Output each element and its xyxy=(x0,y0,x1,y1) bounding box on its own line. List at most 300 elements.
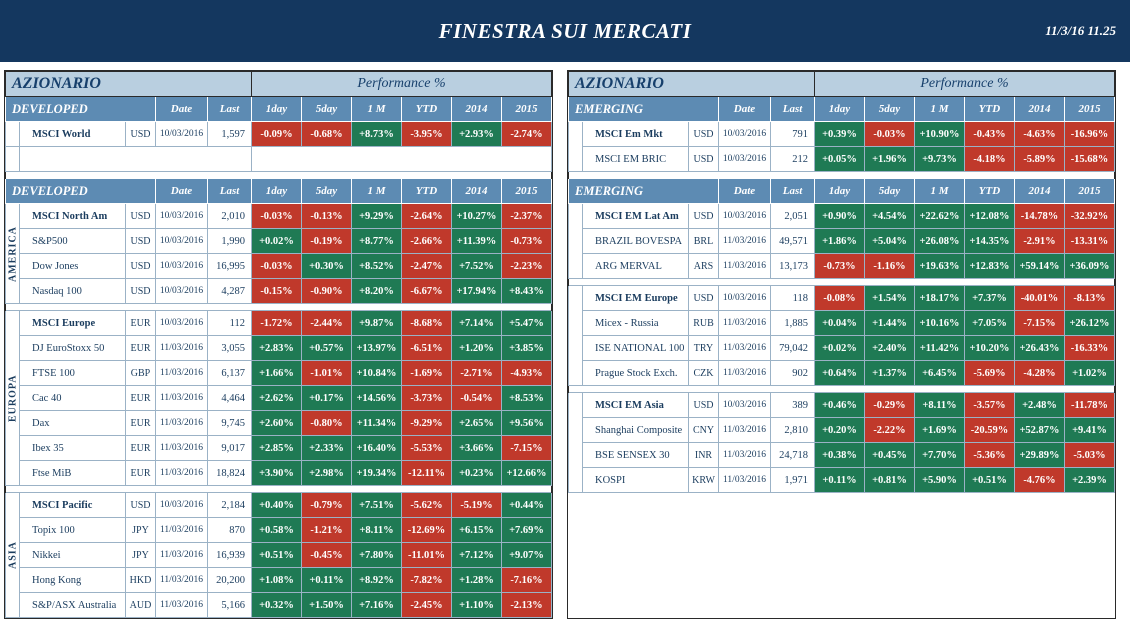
instrument-name[interactable]: ARG MERVAL xyxy=(583,254,689,279)
right-col-2015[interactable]: 2015 xyxy=(1065,97,1115,122)
perf-value: +7.70% xyxy=(915,443,965,468)
instrument-name[interactable]: MSCI North Am xyxy=(20,204,126,229)
quote-date: 11/03/2016 xyxy=(156,568,208,593)
perf-value: -2.47% xyxy=(402,254,452,279)
perf-value: -4.93% xyxy=(502,361,552,386)
quote-date: 10/03/2016 xyxy=(156,279,208,304)
left-col-1day[interactable]: 1day xyxy=(252,97,302,122)
right-col-date[interactable]: Date xyxy=(719,97,771,122)
perf-value: -0.43% xyxy=(965,122,1015,147)
perf-value: +26.43% xyxy=(1015,336,1065,361)
currency-code: USD xyxy=(689,286,719,311)
instrument-name[interactable]: Ftse MiB xyxy=(20,461,126,486)
perf-value: -4.18% xyxy=(965,147,1015,172)
perf-value: +0.30% xyxy=(302,254,352,279)
left-title-row xyxy=(6,72,552,97)
perf-value: +7.80% xyxy=(352,543,402,568)
table-row[interactable] xyxy=(569,122,1115,147)
perf-value: +11.39% xyxy=(452,229,502,254)
table-row[interactable] xyxy=(569,286,1115,311)
perf-value: -0.45% xyxy=(302,543,352,568)
perf-value: +1.37% xyxy=(865,361,915,386)
instrument-name[interactable]: Prague Stock Exch. xyxy=(583,361,689,386)
table-row[interactable] xyxy=(6,254,552,279)
perf-value: +14.56% xyxy=(352,386,402,411)
right-col-1day[interactable]: 1day xyxy=(815,179,865,204)
perf-value: +5.47% xyxy=(502,311,552,336)
perf-value: +7.69% xyxy=(502,518,552,543)
last-price: 79,042 xyxy=(771,336,815,361)
table-row[interactable] xyxy=(6,411,552,436)
perf-value: +12.66% xyxy=(502,461,552,486)
instrument-name[interactable]: FTSE 100 xyxy=(20,361,126,386)
perf-value: -12.11% xyxy=(402,461,452,486)
last-price: 2,010 xyxy=(208,204,252,229)
perf-value: +12.08% xyxy=(965,204,1015,229)
perf-value: -8.68% xyxy=(402,311,452,336)
quote-date: 11/03/2016 xyxy=(719,361,771,386)
left-col-1day[interactable]: 1day xyxy=(252,179,302,204)
instrument-name[interactable]: MSCI EM BRIC xyxy=(583,147,689,172)
table-row[interactable] xyxy=(6,518,552,543)
left-section-label[interactable]: DEVELOPED xyxy=(6,179,156,204)
quote-date: 10/03/2016 xyxy=(156,229,208,254)
perf-value: -2.13% xyxy=(502,593,552,618)
perf-value: +7.16% xyxy=(352,593,402,618)
perf-value: -4.28% xyxy=(1015,361,1065,386)
left-col-ytd[interactable]: YTD xyxy=(402,179,452,204)
left-section-label[interactable]: DEVELOPED xyxy=(6,97,156,122)
quote-date: 10/03/2016 xyxy=(156,122,208,147)
instrument-name[interactable]: DJ EuroStoxx 50 xyxy=(20,336,126,361)
table-row[interactable] xyxy=(6,436,552,461)
panel-developed xyxy=(4,70,553,619)
perf-value: -0.29% xyxy=(865,393,915,418)
left-performance-label: Performance % xyxy=(252,72,552,97)
table-row[interactable] xyxy=(569,468,1115,493)
currency-code: USD xyxy=(689,393,719,418)
perf-value: +1.20% xyxy=(452,336,502,361)
perf-value: -15.68% xyxy=(1065,147,1115,172)
last-price: 1,990 xyxy=(208,229,252,254)
table-row[interactable] xyxy=(6,493,552,518)
instrument-name[interactable]: BRAZIL BOVESPA xyxy=(583,229,689,254)
perf-value: +19.34% xyxy=(352,461,402,486)
last-price: 49,571 xyxy=(771,229,815,254)
instrument-name[interactable]: MSCI Europe xyxy=(20,311,126,336)
left-header-row xyxy=(6,179,552,204)
quote-date: 11/03/2016 xyxy=(156,461,208,486)
perf-value: +59.14% xyxy=(1015,254,1065,279)
left-panel-title: AZIONARIO xyxy=(6,72,252,97)
perf-value: +0.20% xyxy=(815,418,865,443)
right-title-row xyxy=(569,72,1115,97)
instrument-name[interactable]: MSCI Pacific xyxy=(20,493,126,518)
perf-value: -16.96% xyxy=(1065,122,1115,147)
perf-value: +10.16% xyxy=(915,311,965,336)
instrument-name[interactable]: MSCI Em Mkt xyxy=(583,122,689,147)
currency-code: TRY xyxy=(689,336,719,361)
currency-code: USD xyxy=(689,204,719,229)
last-price: 24,718 xyxy=(771,443,815,468)
perf-value: +8.53% xyxy=(502,386,552,411)
right-col-2015[interactable]: 2015 xyxy=(1065,179,1115,204)
perf-value: +0.64% xyxy=(815,361,865,386)
perf-value: -3.73% xyxy=(402,386,452,411)
perf-value: +9.56% xyxy=(502,411,552,436)
currency-code: JPY xyxy=(126,518,156,543)
last-price: 3,055 xyxy=(208,336,252,361)
instrument-name[interactable]: MSCI EM Lat Am xyxy=(583,204,689,229)
left-col-2015[interactable]: 2015 xyxy=(502,97,552,122)
last-price: 9,745 xyxy=(208,411,252,436)
perf-value: -14.78% xyxy=(1015,204,1065,229)
table-row[interactable] xyxy=(569,418,1115,443)
perf-value: -0.73% xyxy=(815,254,865,279)
currency-code: USD xyxy=(126,493,156,518)
perf-value: +0.32% xyxy=(252,593,302,618)
perf-value: -0.90% xyxy=(302,279,352,304)
currency-code: AUD xyxy=(126,593,156,618)
perf-value: +8.52% xyxy=(352,254,402,279)
right-section-label[interactable]: EMERGING xyxy=(569,179,719,204)
last-price: 389 xyxy=(771,393,815,418)
instrument-name[interactable]: BSE SENSEX 30 xyxy=(583,443,689,468)
left-col-ytd[interactable]: YTD xyxy=(402,97,452,122)
table-row[interactable] xyxy=(569,443,1115,468)
left-col-1-m[interactable]: 1 M xyxy=(352,179,402,204)
instrument-name[interactable]: Hong Kong xyxy=(20,568,126,593)
perf-value: -0.03% xyxy=(252,254,302,279)
right-col-1-m[interactable]: 1 M xyxy=(915,97,965,122)
last-price: 2,051 xyxy=(771,204,815,229)
perf-value: -1.69% xyxy=(402,361,452,386)
instrument-name[interactable]: Ibex 35 xyxy=(20,436,126,461)
quote-date: 11/03/2016 xyxy=(156,361,208,386)
instrument-name[interactable]: MSCI EM Europe xyxy=(583,286,689,311)
instrument-name[interactable]: Topix 100 xyxy=(20,518,126,543)
perf-value: -7.16% xyxy=(502,568,552,593)
left-col-date[interactable]: Date xyxy=(156,179,208,204)
right-col-ytd[interactable]: YTD xyxy=(965,179,1015,204)
instrument-name[interactable]: MSCI World xyxy=(20,122,126,147)
perf-value: -11.78% xyxy=(1065,393,1115,418)
right-col-5day[interactable]: 5day xyxy=(865,97,915,122)
currency-code: EUR xyxy=(126,411,156,436)
left-col-date[interactable]: Date xyxy=(156,97,208,122)
perf-value: -3.57% xyxy=(965,393,1015,418)
perf-value: -0.19% xyxy=(302,229,352,254)
quote-date: 10/03/2016 xyxy=(719,393,771,418)
instrument-name[interactable]: MSCI EM Asia xyxy=(583,393,689,418)
perf-value: +7.12% xyxy=(452,543,502,568)
table-row[interactable] xyxy=(6,122,552,147)
perf-value: +1.02% xyxy=(1065,361,1115,386)
table-row[interactable] xyxy=(6,204,552,229)
quote-date: 11/03/2016 xyxy=(156,436,208,461)
perf-value: +26.12% xyxy=(1065,311,1115,336)
perf-value: -4.76% xyxy=(1015,468,1065,493)
instrument-name[interactable]: Dax xyxy=(20,411,126,436)
perf-value: +10.90% xyxy=(915,122,965,147)
left-col-5day[interactable]: 5day xyxy=(302,97,352,122)
section-spacer xyxy=(569,172,1115,179)
currency-code: USD xyxy=(126,122,156,147)
table-row[interactable] xyxy=(6,568,552,593)
perf-value: +8.92% xyxy=(352,568,402,593)
perf-value: -7.82% xyxy=(402,568,452,593)
perf-value: +9.87% xyxy=(352,311,402,336)
last-price: 118 xyxy=(771,286,815,311)
perf-value: -12.69% xyxy=(402,518,452,543)
perf-value: +2.83% xyxy=(252,336,302,361)
perf-value: +0.45% xyxy=(865,443,915,468)
quote-date: 11/03/2016 xyxy=(156,543,208,568)
perf-value: +11.42% xyxy=(915,336,965,361)
instrument-name[interactable]: Cac 40 xyxy=(20,386,126,411)
last-price: 2,184 xyxy=(208,493,252,518)
right-section-label[interactable]: EMERGING xyxy=(569,97,719,122)
perf-value: +3.66% xyxy=(452,436,502,461)
right-header-row xyxy=(569,179,1115,204)
last-price: 16,939 xyxy=(208,543,252,568)
perf-value: -2.23% xyxy=(502,254,552,279)
perf-value: -2.71% xyxy=(452,361,502,386)
perf-value: -0.68% xyxy=(302,122,352,147)
perf-value: -2.64% xyxy=(402,204,452,229)
currency-code: GBP xyxy=(126,361,156,386)
perf-value: -20.59% xyxy=(965,418,1015,443)
perf-value: +52.87% xyxy=(1015,418,1065,443)
perf-value: +2.85% xyxy=(252,436,302,461)
perf-value: +2.60% xyxy=(252,411,302,436)
left-col-last[interactable]: Last xyxy=(208,97,252,122)
perf-value: +9.07% xyxy=(502,543,552,568)
left-col-2014[interactable]: 2014 xyxy=(452,179,502,204)
currency-code: USD xyxy=(126,279,156,304)
perf-value: +5.90% xyxy=(915,468,965,493)
perf-value: +1.50% xyxy=(302,593,352,618)
perf-value: +8.11% xyxy=(915,393,965,418)
perf-value: +26.08% xyxy=(915,229,965,254)
perf-value: -2.22% xyxy=(865,418,915,443)
instrument-name[interactable]: Dow Jones xyxy=(20,254,126,279)
right-col-2014[interactable]: 2014 xyxy=(1015,179,1065,204)
section-spacer xyxy=(6,172,552,179)
perf-value: -0.08% xyxy=(815,286,865,311)
table-row[interactable] xyxy=(6,279,552,304)
quote-date: 10/03/2016 xyxy=(156,493,208,518)
currency-code: ARS xyxy=(689,254,719,279)
perf-value: -8.13% xyxy=(1065,286,1115,311)
right-header-row xyxy=(569,97,1115,122)
perf-value: +7.14% xyxy=(452,311,502,336)
market-table-emerging xyxy=(568,71,1115,493)
quote-date: 10/03/2016 xyxy=(719,122,771,147)
perf-value: +7.05% xyxy=(965,311,1015,336)
perf-value: -40.01% xyxy=(1015,286,1065,311)
market-table-developed xyxy=(5,71,552,618)
perf-value: -1.21% xyxy=(302,518,352,543)
table-row[interactable] xyxy=(6,336,552,361)
right-col-2014[interactable]: 2014 xyxy=(1015,97,1065,122)
perf-value: +1.69% xyxy=(915,418,965,443)
perf-value: -2.66% xyxy=(402,229,452,254)
last-price: 6,137 xyxy=(208,361,252,386)
last-price: 1,597 xyxy=(208,122,252,147)
perf-value: +1.08% xyxy=(252,568,302,593)
group-spacer xyxy=(569,386,1115,393)
group-caption xyxy=(569,204,583,279)
perf-value: +2.33% xyxy=(302,436,352,461)
last-price: 5,166 xyxy=(208,593,252,618)
perf-value: -6.67% xyxy=(402,279,452,304)
left-col-2015[interactable]: 2015 xyxy=(502,179,552,204)
table-row[interactable] xyxy=(6,543,552,568)
quote-date: 11/03/2016 xyxy=(719,443,771,468)
currency-code: USD xyxy=(126,229,156,254)
perf-value: +29.89% xyxy=(1015,443,1065,468)
instrument-name[interactable]: S&P/ASX Australia xyxy=(20,593,126,618)
perf-value: -1.16% xyxy=(865,254,915,279)
currency-code: USD xyxy=(689,147,719,172)
last-price: 4,287 xyxy=(208,279,252,304)
perf-value: +19.63% xyxy=(915,254,965,279)
perf-value: +18.17% xyxy=(915,286,965,311)
quote-date: 10/03/2016 xyxy=(719,147,771,172)
instrument-name[interactable]: KOSPI xyxy=(583,468,689,493)
last-price: 791 xyxy=(771,122,815,147)
table-row[interactable] xyxy=(569,361,1115,386)
perf-value: +2.62% xyxy=(252,386,302,411)
table-row[interactable] xyxy=(569,311,1115,336)
perf-value: +0.04% xyxy=(815,311,865,336)
header-timestamp: 11/3/16 11.25 xyxy=(1045,23,1116,38)
currency-code: USD xyxy=(126,204,156,229)
right-panel-title: AZIONARIO xyxy=(569,72,815,97)
table-row[interactable] xyxy=(6,386,552,411)
right-col-last[interactable]: Last xyxy=(771,179,815,204)
perf-value: -0.73% xyxy=(502,229,552,254)
app-header xyxy=(0,0,1130,64)
right-col-1day[interactable]: 1day xyxy=(815,97,865,122)
perf-value: -2.91% xyxy=(1015,229,1065,254)
instrument-name[interactable]: Shanghai Composite xyxy=(583,418,689,443)
perf-value: +0.81% xyxy=(865,468,915,493)
perf-value: -5.19% xyxy=(452,493,502,518)
perf-value: -0.79% xyxy=(302,493,352,518)
perf-value: +9.73% xyxy=(915,147,965,172)
last-price: 212 xyxy=(771,147,815,172)
filler-cell xyxy=(6,147,20,172)
group-caption xyxy=(6,122,20,147)
perf-value: +6.45% xyxy=(915,361,965,386)
right-col-date[interactable]: Date xyxy=(719,179,771,204)
table-row[interactable] xyxy=(6,461,552,486)
perf-value: +0.05% xyxy=(815,147,865,172)
table-row[interactable] xyxy=(6,361,552,386)
right-col-ytd[interactable]: YTD xyxy=(965,97,1015,122)
perf-value: +0.44% xyxy=(502,493,552,518)
perf-value: +0.39% xyxy=(815,122,865,147)
perf-value: +2.40% xyxy=(865,336,915,361)
quote-date: 10/03/2016 xyxy=(719,204,771,229)
last-price: 4,464 xyxy=(208,386,252,411)
last-price: 870 xyxy=(208,518,252,543)
perf-value: +10.20% xyxy=(965,336,1015,361)
table-row[interactable] xyxy=(569,229,1115,254)
perf-value: +8.77% xyxy=(352,229,402,254)
table-row[interactable] xyxy=(569,393,1115,418)
perf-value: +8.73% xyxy=(352,122,402,147)
filler-row xyxy=(6,147,552,172)
perf-value: +10.27% xyxy=(452,204,502,229)
table-row[interactable] xyxy=(6,229,552,254)
group-caption xyxy=(569,122,583,172)
perf-value: -0.80% xyxy=(302,411,352,436)
table-row[interactable] xyxy=(6,593,552,618)
perf-value: +1.54% xyxy=(865,286,915,311)
perf-value: -1.01% xyxy=(302,361,352,386)
perf-value: +12.83% xyxy=(965,254,1015,279)
instrument-name[interactable]: Nasdaq 100 xyxy=(20,279,126,304)
perf-value: -7.15% xyxy=(1015,311,1065,336)
instrument-name[interactable]: S&P500 xyxy=(20,229,126,254)
left-col-5day[interactable]: 5day xyxy=(302,179,352,204)
perf-value: +17.94% xyxy=(452,279,502,304)
quote-date: 11/03/2016 xyxy=(719,336,771,361)
perf-value: -5.62% xyxy=(402,493,452,518)
quote-date: 11/03/2016 xyxy=(719,468,771,493)
perf-value: -1.72% xyxy=(252,311,302,336)
perf-value: -2.37% xyxy=(502,204,552,229)
table-row[interactable] xyxy=(569,204,1115,229)
perf-value: +1.10% xyxy=(452,593,502,618)
perf-value: -5.89% xyxy=(1015,147,1065,172)
perf-value: -0.54% xyxy=(452,386,502,411)
group-caption: EUROPA xyxy=(6,311,20,486)
perf-value: -5.36% xyxy=(965,443,1015,468)
table-row[interactable] xyxy=(569,254,1115,279)
left-col-1-m[interactable]: 1 M xyxy=(352,97,402,122)
perf-value: +0.51% xyxy=(965,468,1015,493)
right-col-1-m[interactable]: 1 M xyxy=(915,179,965,204)
instrument-name[interactable]: Micex - Russia xyxy=(583,311,689,336)
perf-value: +1.44% xyxy=(865,311,915,336)
table-row[interactable] xyxy=(569,147,1115,172)
perf-value: +0.51% xyxy=(252,543,302,568)
perf-value: -2.45% xyxy=(402,593,452,618)
currency-code: CNY xyxy=(689,418,719,443)
left-col-2014[interactable]: 2014 xyxy=(452,97,502,122)
panel-emerging xyxy=(567,70,1116,619)
last-price: 18,824 xyxy=(208,461,252,486)
right-col-last[interactable]: Last xyxy=(771,97,815,122)
instrument-name[interactable]: ISE NATIONAL 100 xyxy=(583,336,689,361)
table-row[interactable] xyxy=(6,311,552,336)
perf-value: +16.40% xyxy=(352,436,402,461)
perf-value: +4.54% xyxy=(865,204,915,229)
quote-date: 11/03/2016 xyxy=(719,254,771,279)
perf-value: +1.66% xyxy=(252,361,302,386)
right-col-5day[interactable]: 5day xyxy=(865,179,915,204)
perf-value: +0.02% xyxy=(815,336,865,361)
instrument-name[interactable]: Nikkei xyxy=(20,543,126,568)
perf-value: +1.28% xyxy=(452,568,502,593)
table-row[interactable] xyxy=(569,336,1115,361)
left-col-last[interactable]: Last xyxy=(208,179,252,204)
perf-value: +2.98% xyxy=(302,461,352,486)
